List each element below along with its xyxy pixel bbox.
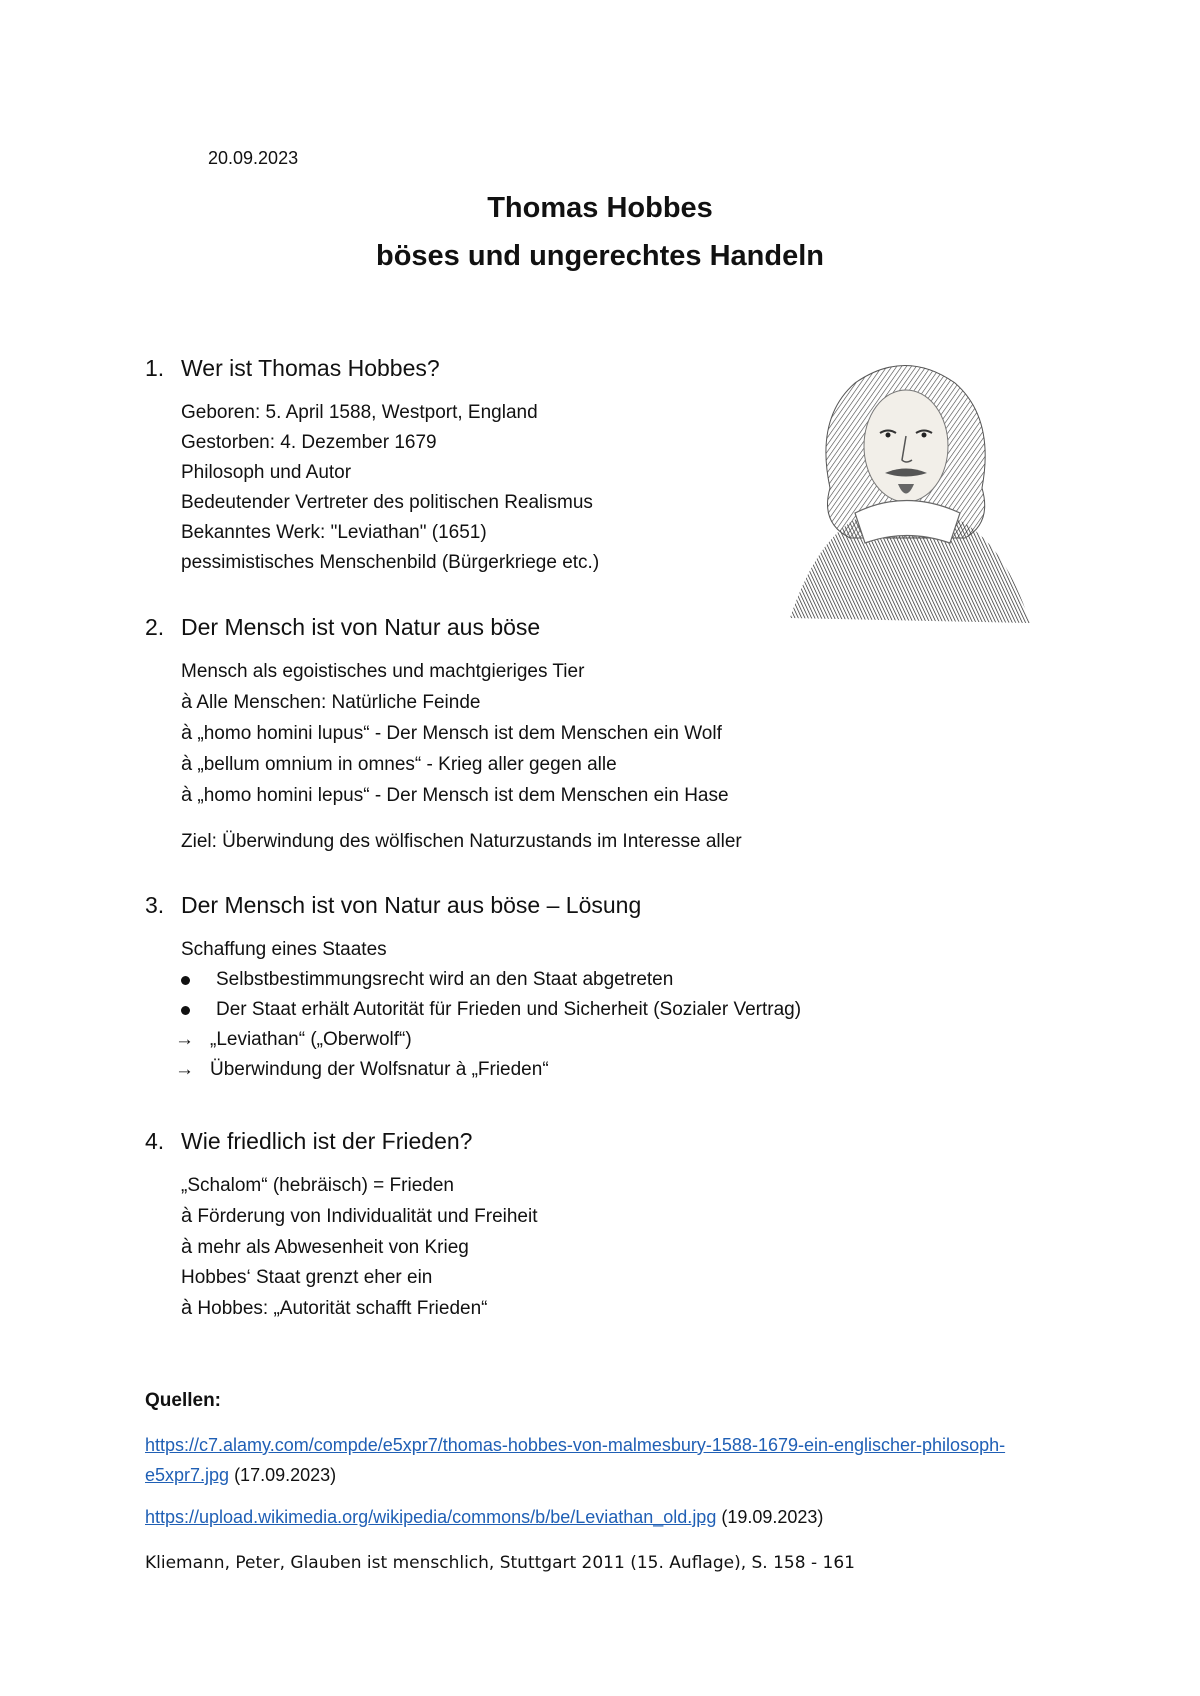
arrow-item: → Überwindung der Wolfsnatur à „Frieden“: [175, 1059, 549, 1080]
document-subtitle: böses und ungerechtes Handeln: [376, 240, 824, 272]
bullet-item: Der Staat erhält Autorität für Frieden und Sicherheit (Sozialer Vertrag): [145, 995, 801, 1025]
section-2-heading: Der Mensch ist von Natur aus böse: [181, 614, 541, 640]
arrow-glyph: à: [181, 691, 193, 713]
bio-line-died: Gestorben: 4. Dezember 1679: [181, 432, 437, 453]
bullet-dot-icon: [181, 1006, 190, 1015]
arrow-glyph: à: [181, 1297, 193, 1319]
arrow-line: à Hobbes: „Autorität schafft Frieden“: [181, 1297, 488, 1319]
section-1-heading: Wer ist Thomas Hobbes?: [181, 355, 440, 381]
section-2: [145, 614, 742, 857]
source-1: [145, 1430, 1065, 1490]
bio-line-work: Bekanntes Werk: "Leviathan" (1651): [181, 522, 487, 543]
sources-heading: Quellen:: [145, 1390, 222, 1411]
arrow-line: à „homo homini lupus“ - Der Mensch ist dem Menschen ein Wolf: [181, 722, 722, 744]
source-2-date: (19.09.2023): [716, 1507, 824, 1527]
arrow-line: à Förderung von Individualität und Freiheit: [181, 1205, 538, 1227]
arrow-right-icon: →: [175, 1029, 194, 1050]
source-3-reference: Kliemann, Peter, Glauben ist menschlich, Stuttgart 2011 (15. Auflage), S. 158 - 161: [145, 1553, 855, 1573]
arrow-glyph: à: [181, 753, 193, 775]
section-3: [145, 892, 801, 1085]
arrow-glyph: à: [181, 1205, 193, 1227]
section-2-intro: Mensch als egoistisches und machtgieriges Tier: [181, 661, 585, 682]
bullet-dot-icon: [181, 976, 190, 985]
bio-line-realism: Bedeutender Vertreter des politischen Realismus: [181, 492, 593, 513]
arrow-right-icon: →: [175, 1059, 194, 1080]
section-2-goal: Ziel: Überwindung des wölfischen Naturzustands im Interesse aller: [181, 831, 742, 852]
section-3-heading: Der Mensch ist von Natur aus böse – Lösung: [181, 892, 642, 918]
arrow-glyph: à: [181, 1236, 193, 1258]
bio-line-worldview: pessimistisches Menschenbild (Bürgerkriege etc.): [181, 552, 600, 573]
arrow-item: → „Leviathan“ („Oberwolf“): [175, 1029, 412, 1050]
bullet-item: Selbstbestimmungsrecht wird an den Staat abgetreten: [145, 965, 801, 995]
section-1: [145, 355, 599, 578]
section-4: [145, 1128, 538, 1324]
document-date: 20.09.2023: [208, 148, 299, 168]
bio-line-born: Geboren: 5. April 1588, Westport, England: [181, 402, 538, 423]
shalom-line: „Schalom“ (hebräisch) = Frieden: [181, 1175, 454, 1196]
hobbes-state-line: Hobbes‘ Staat grenzt eher ein: [181, 1267, 433, 1288]
arrow-line: à Alle Menschen: Natürliche Feinde: [181, 691, 481, 713]
section-1-number: 1.: [145, 355, 165, 381]
source-2: [145, 1502, 823, 1532]
source-1-date: (17.09.2023): [229, 1465, 337, 1485]
section-3-number: 3.: [145, 892, 165, 918]
document-title: Thomas Hobbes: [487, 192, 713, 224]
bio-line-profession: Philosoph und Autor: [181, 462, 352, 483]
arrow-line: à „bellum omnium in omnes“ - Krieg aller gegen alle: [181, 753, 617, 775]
section-4-heading: Wie friedlich ist der Frieden?: [181, 1128, 473, 1154]
section-3-intro: Schaffung eines Staates: [181, 939, 387, 960]
arrow-glyph: à: [181, 784, 193, 806]
hobbes-portrait-image: [760, 338, 1050, 628]
arrow-line: à „homo homini lepus“ - Der Mensch ist dem Menschen ein Hase: [181, 784, 729, 806]
arrow-glyph: à: [181, 722, 193, 744]
source-2-link[interactable]: https://upload.wikimedia.org/wikipedia/commons/b/be/Leviathan_old.jpg: [145, 1507, 717, 1527]
section-4-number: 4.: [145, 1128, 165, 1154]
arrow-line: à mehr als Abwesenheit von Krieg: [181, 1236, 469, 1258]
section-2-number: 2.: [145, 614, 165, 640]
source-1-link[interactable]: https://c7.alamy.com/compde/e5xpr7/thomas-hobbes-von-malmesbury-1588-1679-ein-englischer-philosoph-e5xpr7.jpg: [145, 1435, 1006, 1485]
